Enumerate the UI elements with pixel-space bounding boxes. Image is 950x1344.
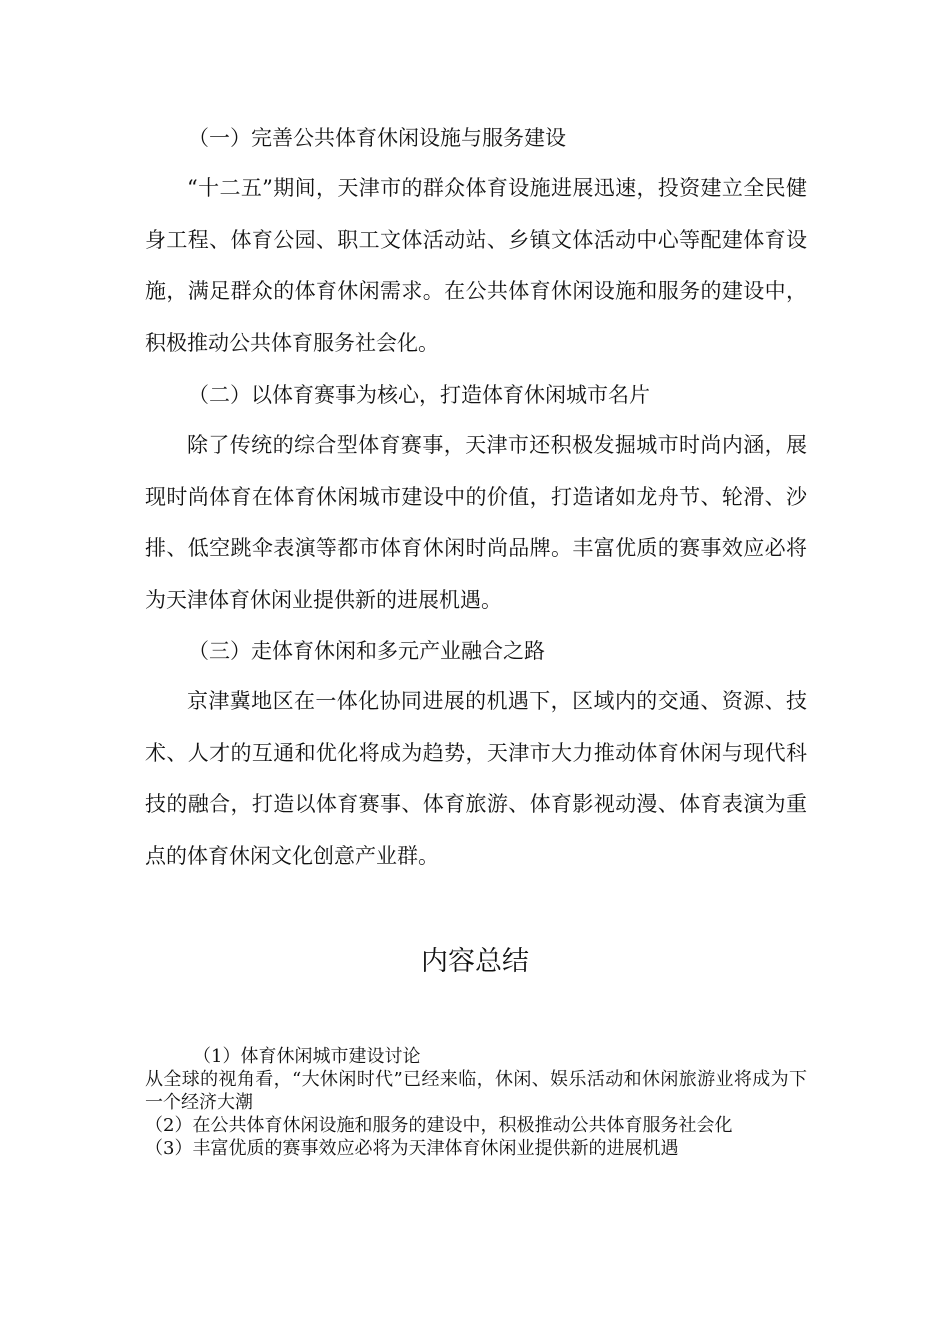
summary-item-1-body: 从全球的视角看，“大休闲时代”已经来临，休闲、娱乐活动和休闲旅游业将成为下一个经济大潮 <box>145 1069 807 1113</box>
summary-item-3: （3）丰富优质的赛事效应必将为天津体育休闲业提供新的进展机遇 <box>145 1138 679 1159</box>
section-body-1: “十二五”期间，天津市的群众体育设施进展迅速，投资建立全民健身工程、体育公园、职工文体活动站、乡镇文体活动中心等配建体育设施，满足群众的体育休闲需求。在公共体育休闲设施和服务的建设中，积极推动公共体育服务社会化。 <box>145 176 807 355</box>
summary-title: 内容总结 <box>421 946 529 977</box>
section-heading-3: （三）走体育休闲和多元产业融合之路 <box>188 639 545 663</box>
section-heading-1: （一）完善公共体育休闲设施与服务建设 <box>188 126 566 150</box>
section-heading-2: （二）以体育赛事为核心，打造体育休闲城市名片 <box>188 383 650 407</box>
summary-block <box>145 1045 807 1160</box>
summary-item-2: （2）在公共体育休闲设施和服务的建设中，积极推动公共体育服务社会化 <box>145 1115 733 1136</box>
summary-item-1-heading: （1）体育休闲城市建设讨论 <box>193 1046 421 1067</box>
section-body-3: 京津冀地区在一体化协同进展的机遇下，区域内的交通、资源、技术、人才的互通和优化将成为趋势，天津市大力推动体育休闲与现代科技的融合，打造以体育赛事、体育旅游、体育影视动漫、体育表演为重点的体育休闲文化创意产业群。 <box>145 689 807 868</box>
section-body-2: 除了传统的综合型体育赛事，天津市还积极发掘城市时尚内涵，展现时尚体育在体育休闲城市建设中的价值，打造诸如龙舟节、轮滑、沙排、低空跳伞表演等都市体育休闲时尚品牌。丰富优质的赛事效应必将为天津体育休闲业提供新的进展机遇。 <box>145 433 807 612</box>
